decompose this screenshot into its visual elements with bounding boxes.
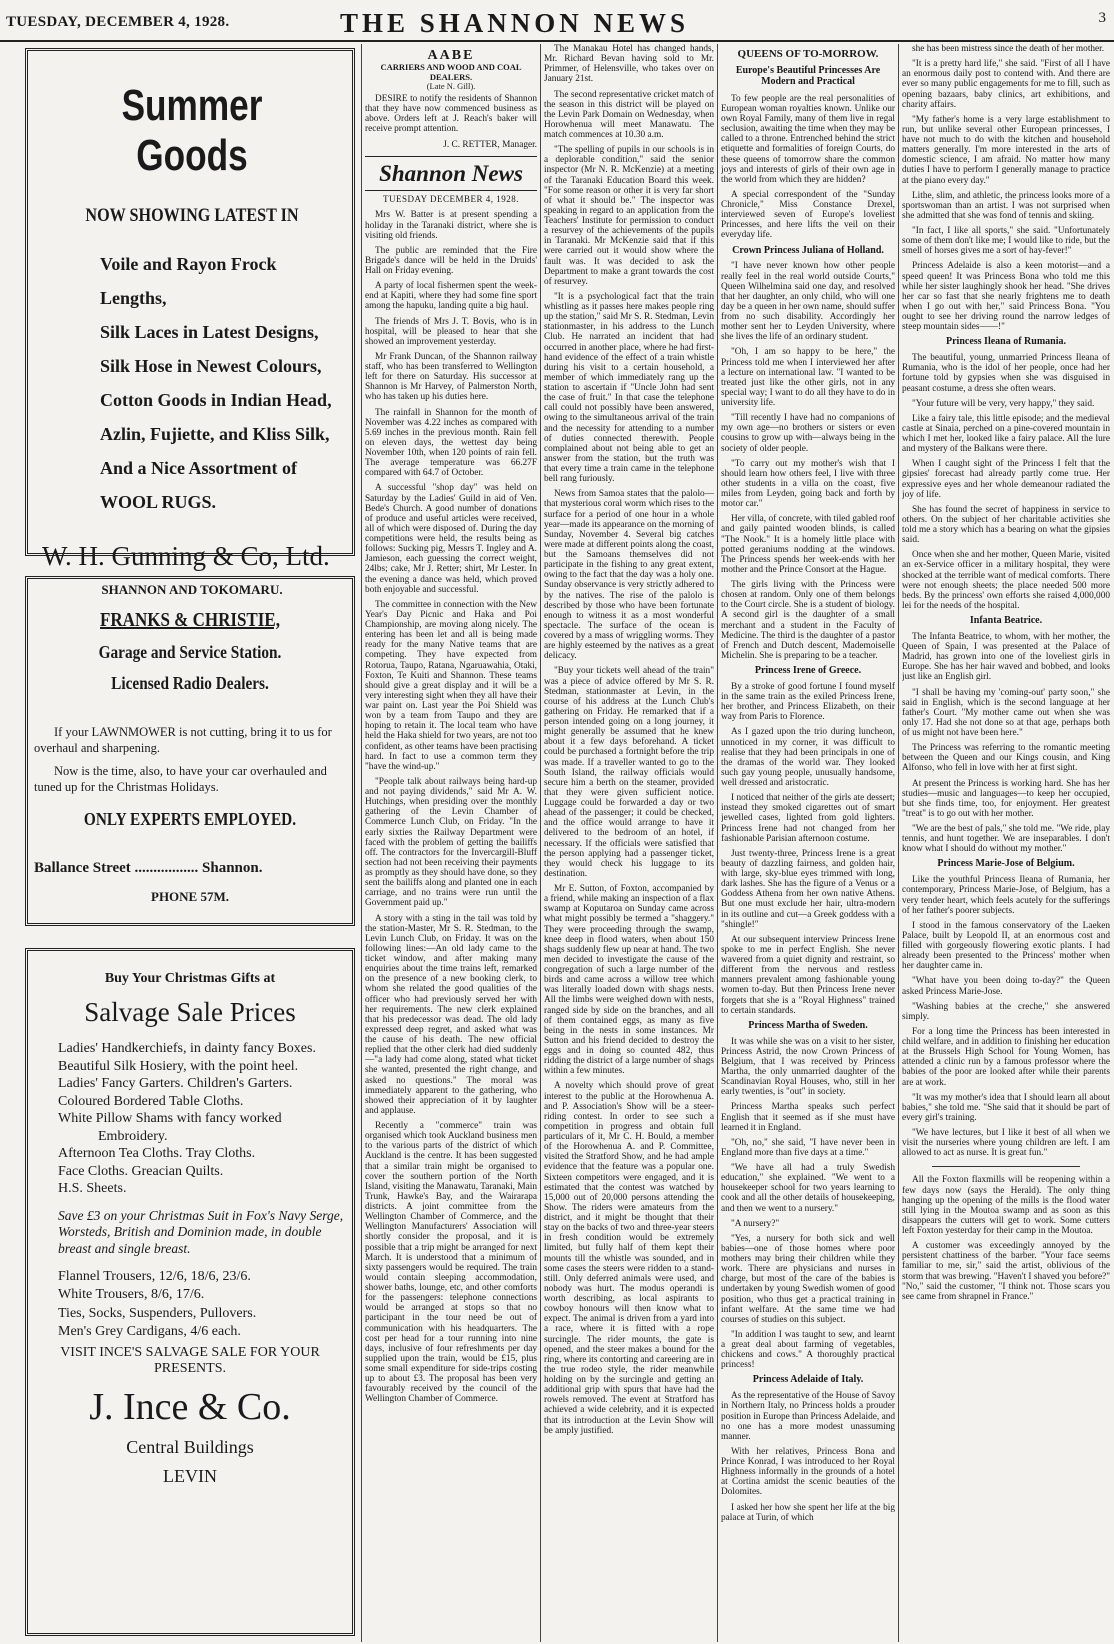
section-heading: Princess Adelaide of Italy.: [752, 1374, 864, 1386]
aabe-late: (Late N. Gill).: [426, 80, 476, 91]
aabe-body: DESIRE to notify the residents of Shannon that they have now commenced business as above. Orders left at J. Reach's baker will receive prompt attention.: [365, 94, 537, 135]
paragraph: News from Samoa states that the palolo—that mysterious coral worm which rises to the surface for a period of one hour in a whole year—made its appearance on the morning of Sunday, November 4. Several big catches were made at different points along the coast, but the Samoans themselves did not participate in the fishing to any great extent, owing to the fact that the day was a holy one. Sunday observance is very strictly adhered to by the natives. The rise of the palolo is described by those who have been fortunate enough to witness it as a most wonderful spectacle. The surface of the ocean is covered by a mass of wriggling worms. They are highly esteemed by the natives as a great delicacy.: [544, 489, 714, 662]
aabe-trade: CARRIERS AND WOOD AND COAL DEALERS.: [380, 62, 522, 82]
col3-paras: [544, 44, 714, 1436]
paragraph: I stood in the famous conservatory of the Laeken Palace, built by Leopold II, at an enormous cost and filled with gorgeously flowering exotic plants. I had already been presented to the Princess' mother when her daughter came in.: [902, 920, 1110, 972]
article-title: QUEENS OF TO-MORROW.: [737, 48, 879, 60]
paragraph: "It is a psychological fact that the train whistling as it passes here makes people ring up the station," said Mr S. R. Stedman, Levin stationmaster, in his address to the Lunch Club. He narrated an incident that had occurred in another place, where he had first-hand evidence of the effect of a train whistle during his visit to a certain household, a member of which immediately rang up the station to ascertain if "Uncle John had sent the case of fruit." In that case the telephone call could not possibly have been answered, owing to the simultaneous arrival of the train and the necessity for attending to a number of duties connected therewith. People complained about not being able to get an answer from the station, but the truth was that every time a train came in the telephone bell rang furiously.: [544, 291, 714, 485]
paragraph: A special correspondent of the "Sunday Chronicle," Miss Constance Drexel, interviewed seven of Europe's loveliest Princesses, and here lifts the veil on their everyday life.: [721, 189, 895, 241]
ad-line: Azlin, Fujiette, and Kliss Silk,: [100, 424, 330, 444]
col2-paras: [365, 210, 537, 1404]
ad-line: Silk Hose in Newest Colours,: [100, 356, 322, 376]
ad-line: And a Nice Assortment of WOOL RUGS.: [100, 458, 297, 512]
paragraph: Mr Frank Duncan, of the Shannon railway staff, who has been transferred to Wellington left for there on Saturday. His successor at Shannon is Mr Harvey, of Palmerston North, who has taken up his duties here.: [365, 351, 537, 403]
ad-ince-items2: [58, 1268, 344, 1341]
paragraph: As I gazed upon the trio during luncheon, unnoticed in my corner, it was difficult to realise that they had been principals in one of the dramas of the world war. They looked such gay young people, unusually handsome, well dressed and aristocratic.: [721, 727, 895, 789]
article-subtitle: Europe's Beautiful Princesses Are Modern and Practical: [735, 64, 881, 87]
paragraph: For a long time the Princess has been interested in child welfare, and in addition to finishing her education at the Brussels High School for Young Women, has attended a clinic run by a famous professor where the babies of the poor are looked after while their parents are at work.: [902, 1026, 1110, 1088]
paragraph: "Oh, no," she said, "I have never been in England more than five days at a time.": [721, 1137, 895, 1158]
aabe-name: AABE: [427, 48, 475, 63]
masthead-date: TUESDAY, DECEMBER 4, 1928.: [6, 14, 230, 30]
masthead: [0, 0, 1114, 42]
paragraph: The Manakau Hotel has changed hands, Mr. Richard Bevan having sold to Mr. Primmer, of Helensville, who takes over on January 21st.: [544, 44, 714, 85]
paragraph: She has found the secret of happiness in service to others. On the subject of her charitable activities she told me a story which has a bearing on what the gipsies said.: [902, 504, 1110, 546]
column-2: [365, 44, 537, 1642]
page-mark: 3: [1098, 10, 1106, 26]
paragraph: The second representative cricket match of the season in this district will be played on the Levin Park Domain on Wednesday, when Horowhenua will meet Manawatu. The match commences at 10.30 a.m.: [544, 89, 714, 140]
paragraph: "We have all had a truly Swedish education," she explained. "We went to a housekeeper school for two years learning to cook and all the other details of housekeeping, and then we went to a nursery.": [721, 1163, 895, 1214]
section-heading: Princess Irene of Greece.: [754, 665, 862, 677]
ad-ince-italic: Save £3 on your Christmas Suit in Fox's Navy Serge, Worsteds, British and Dominion made, in double breast and single breast.: [58, 1207, 344, 1257]
divider: [932, 1166, 1080, 1167]
ad-line: Coloured Bordered Table Cloths.: [58, 1093, 244, 1109]
ad-ince: [25, 948, 355, 1636]
ad-line: Voile and Rayon Frock Lengths,: [100, 254, 277, 308]
ad-ince-firm: J. Ince & Co.: [89, 1386, 291, 1429]
ad-line: Cotton Goods in Indian Head,: [100, 390, 332, 410]
ad-franks-line1: Garage and Service Station.: [98, 642, 282, 662]
ad-line: Men's Grey Cardigans, 4/6 each.: [58, 1323, 241, 1339]
aabe-sign: J. C. RETTER, Manager.: [443, 139, 537, 150]
paragraph: "The spelling of pupils in our schools is in a deplorable condition," said the senior inspector (Mr N. R. McKenzie) at a meeting of the Taranaki Education Board this week. "For some reason or other it is very far short of what it should be." The inspector was speaking in regard to an application from the Teachers' Institute for permission to conduct a resurvey of the achievements of the pupils in Taranaki. Mr McKenzie said that if this were carried out it would show where the fault was. It was decided to ask the Department to make a grant towards the cost of resurvey.: [544, 145, 714, 287]
ad-line: White Pillow Shams with fancy worked Embroidery.: [58, 1111, 282, 1144]
paragraph: "We are the best of pals," she told me. "We ride, play tennis, and hunt together. We are inseparables. I don't know what I should do without my mother.": [902, 824, 1110, 855]
ad-gunning-items: [42, 247, 342, 519]
ad-line: Face Cloths. Greacian Quilts.: [58, 1163, 224, 1179]
paragraph: Once when she and her mother, Queen Marie, visited an ex-Service officer in a military hospital, they were shocked at the terrible want of medical comforts. There were not enough sheets; the place needed 500 more beds. By the princess' own efforts she raised 4,000,000 lei for the needs of the hospital.: [902, 550, 1110, 611]
ad-ince-address1: Central Buildings: [126, 1437, 254, 1458]
ad-line: Ladies' Handkerchiefs, in dainty fancy Boxes.: [58, 1041, 316, 1056]
paragraph: "People talk about railways being hard-up and not paying dividends," said Mr A. W. Hutchings, when presiding over the monthly gathering of the Levin Chamber of Commerce Lunch Club, on Friday. "In the early sixties the Railway Department were faced with the problem of getting the bailiffs off. The contractors for the Invercargill-Bluff section had not been receiving their payments as promptly as they should have done, so they sent the bailiffs along and planted one in each carriage, and no trains were run until the Government paid up.": [365, 776, 537, 909]
column-3: [544, 44, 714, 1642]
ad-gunning-subhead: NOW SHOWING LATEST IN: [85, 205, 299, 226]
paragraph: The rainfall in Shannon for the month of November was 4.22 inches as compared with 5.69 inches in the previous month. Rain fell on eleven days, the wettest day being November 10th, when 120 points of rain fell. The average temperature was 66.27F compared with 64.7 of October.: [365, 407, 537, 479]
paragraph: To few people are the real personalities of European woman royalties known. Unlike our own Royal Family, many of them live in regal seclusion, awaiting the time when they may be called to a throne. Entrenched behind the strict etiquette and formalities of foreign Courts, do these queens of tomorrow share the common joys and interests of girls of their own age in the world from which they are hidden?: [721, 93, 895, 185]
column-4: [721, 44, 895, 1642]
paragraph: A successful "shop day" was held on Saturday by the Ladies' Guild in aid of Ven. Bede's Church. A good number of donations of produce and useful articles were received, all of which were disposed of. During the day competitions were held, the results being as follows: Sucking pig, Messrs T. Ingley and A. Jamieson, each guessing the correct weight, 24lbs; cake, Mr J. Retter; shirt, Mr Lester. In the evening a dance was held, which proved both enjoyable and successful.: [365, 483, 537, 595]
paragraph: Like a fairy tale, this little episode; and the medieval castle at Sinaia, perched on a pine-covered mountain in which I met her, looked like a fairy palace. All the lure and mystery of the Balkans were there.: [902, 413, 1110, 455]
section-heading: Princess Martha of Sweden.: [748, 1019, 868, 1031]
ad-franks-phone: PHONE 57M.: [151, 889, 229, 904]
ad-franks-line2: Licensed Radio Dealers.: [111, 673, 269, 693]
ad-franks-body2: Now is the time, also, to have your car overhauled and tuned up for the Christmas Holidays.: [34, 763, 327, 794]
paragraph: "Till recently I have had no companions of my own age—no brothers or sisters or even cousins to grow up with—always being in the society of older people.: [721, 413, 895, 454]
column-5: [902, 44, 1110, 1642]
ad-franks-experts: ONLY EXPERTS EMPLOYED.: [83, 809, 297, 829]
paragraph: "Oh, I am so happy to be here," the Princess told me when I interviewed her after a lecture on international law. "I wanted to be treated just like the other girls, not in any special way; I want to do all they have to do in university life.: [721, 347, 895, 409]
paragraph: A party of local fishermen spent the week-end at Kapiti, where they had some fine sport among the hapuku, landing quite a big haul.: [365, 281, 537, 312]
paragraph: "A nursery?": [731, 1218, 780, 1229]
paragraph: "Your future will be very, very happy," they said.: [912, 398, 1095, 409]
column-rule: [898, 44, 899, 1642]
paragraph: "Buy your tickets well ahead of the train" was a piece of advice offered by Mr S. R. Stedman, stationmaster at Levin, in the course of his address at the Lunch Club's gathering on Friday. He remarked that if a person intended going on a long journey, it might generally be assumed that he knew about it a few days beforehand. A ticket could be purchased a fortnight before the trip was made. If a traveller wanted to go to the South Island, the railway officials would secure him a berth on the steamer, provided that they were given sufficient notice. Luggage could be forwarded a day or two ahead of the passenger; it could be checked, and the office would arrange to have it delivered to the bedroom of an hotel, if necessary. If the officials were satisfied that the person applying had a passenger ticket, they would check his luggage to its destination.: [544, 666, 714, 879]
paragraph: Like the youthful Princess Ileana of Rumania, her contemporary, Princess Marie-Jose, of Belgium, has a very tender heart, which feels acutely for the sufferings of her father's poorer subjects.: [902, 875, 1110, 916]
paragraph: By a stroke of good fortune I found myself in the same train as the exiled Princess Irene, her brother, and Princess Elizabeth, on their way from Paris to Florence.: [721, 681, 895, 723]
column-rule: [361, 44, 362, 1642]
ad-line: Flannel Trousers, 12/6, 18/6, 23/6.: [58, 1269, 251, 1285]
section-heading: Princess Ileana of Rumania.: [946, 336, 1066, 348]
ad-line: Ties, Socks, Suspenders, Pullovers.: [58, 1305, 257, 1321]
ad-franks-street: Ballance Street ................. Shannon.: [34, 860, 263, 876]
paragraph: "My father's home is a very large establishment to run, but unlike several other European princesses, I have not much to do with the kitchen and household matters generally. I'm more interested in the arts of domestic science, I am afraid. No matter how many duties I have to perform I generally manage to practice at the piano every day.": [902, 114, 1110, 186]
ad-ince-address2: LEVIN: [163, 1466, 217, 1487]
ad-ince-visit: VISIT INCE'S SALVAGE SALE FOR YOUR PRESENTS.: [60, 1344, 320, 1376]
paragraph: At present the Princess is working hard. She has her studies—music and languages—to keep her occupied, but she finds time, too, for enjoyment. Her greatest "treat" is to go out with her mother.: [902, 778, 1110, 819]
paragraph: When I caught sight of the Princess I felt that the gipsies' forecast had already partly come true. Her expressive eyes and her whole demeanour radiated the joy of life.: [902, 459, 1110, 500]
ad-franks-body1: If your LAWNMOWER is not cutting, bring it to us for overhaul and sharpening.: [34, 725, 332, 756]
paragraph: Her villa, of concrete, with tiled gabled roof and gaily painted wooden blinds, is called "The Nook." It is a homely little place with potted geraniums nodding at the windows. The Princess spends her week-ends with her mother and the Prince Consort at the Hague.: [721, 514, 895, 575]
dateline: TUESDAY DECEMBER 4, 1928.: [382, 193, 520, 204]
ad-gunning-location: SHANNON AND TOKOMARU.: [101, 582, 283, 597]
paragraph: "In addition I was taught to sew, and learnt a great deal about farming of vegetables, chickens and cows." A thoroughly practical princess!: [721, 1329, 895, 1371]
paragraph: It was while she was on a visit to her sister, Princess Astrid, the now Crown Princess of Belgium, that I was received by Princess Martha, the only unmarried daughter of the Scandinavian Royal Houses, who, still in her early twenties, is "out" in society.: [721, 1036, 895, 1098]
paragraph: The friends of Mrs J. T. Bovis, who is in hospital, will be pleased to hear that she showed an improvement yesterday.: [365, 316, 537, 347]
paragraph: Lithe, slim, and athletic, the princess looks more of a sportswoman than an artist. I was not surprised when she admitted that she was fond of tennis and skiing.: [902, 190, 1110, 221]
paragraph: A story with a sting in the tail was told by the station-Master, Mr S. R. Stedman, to the Levin Lunch Club, on Friday. It was on the following lines:—An old lady came to the ticket window, and after making many enquiries about the time trains left, remarked on the presence of a new booking clerk, to whom she related the good qualities of the officer who had previously served her with her requirements. The new clerk explained that his predecessor was dead. The old lady expressed deep regret, and asked what was the cause of his death. The new official replied that the other clerk had died suddenly—"a lady had come along, stated what ticket she wanted, presented the right change, and asked no questions." The moral was immediately apparent to the gathering, who showed their appreciation of it by laughter and applause.: [365, 913, 537, 1116]
paragraph: As the representative of the House of Savoy in Northern Italy, no Princess holds a prouder position in Europe than Princess Adelaide, and no one has a more modest unassuming manner.: [721, 1391, 895, 1442]
paragraph: At our subsequent interview Princess Irene spoke to me in perfect English. She never wavered from a quiet dignity and restraint, so different from the nervous and restless manners prevalent among fashionable young women to-day. But then Princess Irene never forgets that she is a "Royal Highness" trained to certain standards.: [721, 934, 895, 1016]
paragraph: The public are reminded that the Fire Brigade's dance will be held in the Druids' Hall on Friday evening.: [365, 245, 537, 277]
section-heading: Princess Marie-Jose of Belgium.: [937, 858, 1075, 870]
col4-body: [721, 94, 895, 1523]
ad-gunning-firm: W. H. Gunning & Co, Ltd.: [42, 541, 330, 571]
col5-body: [902, 44, 1110, 1302]
paragraph: A customer was exceedingly annoyed by the persistent chattiness of the barber. "Your face seems familiar to me, sir," said the artist, oblivious of the storm that was brewing. "Haven't I shaved you before?" "No," said the customer, "I think not. Those scars you see came from shrapnel in France.": [902, 1241, 1110, 1302]
ad-line: White Trousers, 8/6, 17/6.: [58, 1287, 205, 1303]
ad-line: Ladies' Fancy Garters. Children's Garters.: [58, 1076, 293, 1091]
paragraph: The girls living with the Princess were chosen at random. Only one of them belongs to the Court circle. She is a student of biology. A second girl is the daughter of a small merchant and a student in the Faculty of Medicine. The third is the daughter of a pastor of French and Dutch descent, Mademoiselle Michelin. She is preparing to be a teacher.: [721, 580, 895, 661]
paragraph: she has been mistress since the death of her mother.: [912, 44, 1105, 54]
column-rule: [540, 44, 541, 1642]
paragraph: "Yes, a nursery for both sick and well babies—one of those homes where poor mothers may bring their children while they work. There are physicians and nurses in charge, but most of the care of the babies is undertaken by young Swedish women of good position, who thus get a practical training in infant welfare. At the same time we had courses of studies on this subject.: [721, 1233, 895, 1325]
paragraph: "It is a pretty hard life," she said. "First of all I have an enormous daily post to contend with. And there are ever so many public engagements for me to fill, such as opening bazaars, baby clinics, art exhibitions, and charity affairs.: [902, 59, 1110, 110]
section-heading: Infanta Beatrice.: [969, 615, 1043, 627]
paragraph: "In fact, I like all sports," she said. "Unfortunately some of them don't like me; I would like to ride, but the smell of horses gives me a sort of hay-fever!": [902, 226, 1110, 257]
paragraph: Mr E. Sutton, of Foxton, accompanied by a friend, while making an inspection of a flax swamp at Koputaroa on Sunday came across what might possibly be termed a "shaggery." They were proceeding through the swamp, knee deep in flood waters, when about 150 shags suddenly flew up near at hand. The two men decided to investigate the cause of the congregation of such a large number of the birds and came across a willow tree which was literally loaded down with shags nests. All the limbs were weighed down with nests, ranged side by side on the branches, and all of them contained eggs, as many as five being in the nests in some instances. Mr Sutton and his friend decided to destroy the eggs and in doing so counted 482, thus ridding the district of a large number of shags within a few minutes.: [544, 884, 714, 1077]
paragraph: Recently a "commerce" train was organised which took Auckland business men to the various parts of the district of which Auckland is the centre. It has been suggested that a similar train might be organised to cover the southern portion of the North Island, visiting the Manawatu, Taranaki, Main Trunk, Hawke's Bay, and the Wairarapa districts. A joint committee from the Wellington Chamber of Commerce, and the Wellington Manufacturers' Association will shortly consider the proposal, and it is possible that a trip might be arranged for next March. It is understood that a minimum of sixty passengers would be required. The train would contain sleeping accommodation, shower baths, lounge, etc, and other comforts for the passengers: telephone connections would be arranged at stops so that no participant in the tour need be out of communication with his headquarters. The cost per head for a tour running into nine days, inclusive of four refreshments per day supplied upon the train, would be £15, plus some small expenditure for side-trips costing up to about £3. The proposal has been very favourably received by the council of the Wellington Chamber of Commerce.: [365, 1121, 537, 1405]
newspaper-title: THE SHANNON NEWS: [340, 8, 690, 38]
ad-ince-headline: Salvage Sale Prices: [84, 997, 296, 1027]
paragraph: I noticed that neither of the girls ate dessert; instead they smoked cigarettes out of smart jewelled cases, lighted from gold lighters. Princess Irene had not changed from her fashionable Parisian afternoon costume.: [721, 793, 895, 844]
paragraph: Princess Martha speaks such perfect English that it seemed as if she must have learned it in England.: [721, 1102, 895, 1133]
ad-line: Silk Laces in Latest Designs,: [100, 322, 319, 342]
paragraph: The Princess was referring to the romantic meeting between the Queen and our Kings cousin, and King Alfonso, who fell in love with her at first sight.: [902, 743, 1110, 774]
flag-box: [365, 156, 537, 191]
paragraph: Just twenty-three, Princess Irene is a great beauty of dazzling fairness, and golden hair, with large, sky-blue eyes trimmed with long, dark lashes. She has the figure of a Venus or a Goddess Athena from her own native Athens. But one must exclude her hair, ultra-modern in its outline and cut—a Greek goddess with a "shingle!": [721, 848, 895, 930]
ad-line: H.S. Sheets.: [58, 1181, 127, 1196]
paragraph: Mrs W. Batter is at present spending a holiday in the Taranaki district, where she is visiting old friends.: [365, 210, 537, 241]
ad-gunning: [25, 48, 355, 597]
ad-gunning-headline: Summer Goods: [121, 81, 263, 180]
column-rule: [717, 44, 718, 1642]
paragraph: "What have you been doing to-day?" the Queen asked Princess Marie-Jose.: [902, 976, 1110, 997]
paragraph: The Infanta Beatrice, to whom, with her mother, the Queen of Spain, I was presented at the Palace of Madrid, has grown into one of the loveliest girls in Europe. She has her hair waved and bobbed, and looks just like an English girl.: [902, 631, 1110, 683]
ad-ince-items: [58, 1040, 344, 1198]
ad-line: Beautiful Silk Hosiery, with the point heel.: [58, 1058, 299, 1074]
paragraph: A novelty which should prove of great interest to the public at the Horowhenua A. and P. Association's Show will be a steer-riding contest. In order to see such a competition in progress and obtain full particulars of it, Mr C. H. Bould, a member of the Horowhenua A. and P. Committee, visited the Stratford Show, and he had ample evidence that the feature was a popular one. Sixteen competitors were engaged, and it is estimated that the contest was watched by 15,000 out of 20,000 persons attending the Show. The riders were amateurs from the district, and it might be thought that their stay on the backs of two and three-year steers in fresh condition would be extremely limited, but fully half of them kept their mounts till the whistle was sounded, and in some cases the steers were ridden to a stand-still. Only deferred animals were used, and nobody was hurt. The modus operandi is worth describing, as local aspirants to cowboy honours will then know what to expect. The animal is driven from a yard into a race, where it is fitted with a rope surcingle. The rider mounts, the gate is opened, and the steer makes a bound for the ring, where its contorting and careering are in the true rodeo style, the rider meanwhile holding on by the surcingle and getting an additional grip with spurs that have had the rowels removed. The event at Stratford has achieved a wide celebrity, and it is expected that its introduction at the Levin Show will be amply justified.: [544, 1081, 714, 1436]
paragraph: "Washing babies at the creche," she answered simply.: [902, 1001, 1110, 1022]
ad-franks-firm: FRANKS & CHRISTIE,: [100, 609, 280, 631]
paragraph: The committee in connection with the New Year's Day Picnic and Haka and Poi Championship, are moving along nicely. The entering has been let and all is being made ready for the many Native teams that are competing. They have expected from Rotorua, Taupo, Ratana, Ngaruawahia, Otaki, Foxton, Te Kuiti and Shannon. These teams should give a great display and it will be a very interesting sight when they all have their war paint on. Last year the Poi Shield was won by a team from Taupo and they are hoping to retain it. The local team who have held the Haka shield for two years, are not too confident, as other teams have been practising hard. In fact to use a common term they "have the wind-up.": [365, 599, 537, 772]
paragraph: "We have lectures, but I like it best of all when we visit the nurseries where young children are left. I am allowed to act as nurse. It is great fun.": [902, 1128, 1110, 1159]
paragraph: All the Foxton flaxmills will be reopening within a few days now (says the Herald). The only thing hanging up the opening of the mills is the flood water still lying in the Moutoa swamp and as soon as this disappears the cutters will get to work. Some cutters left Foxton yesterday for their camp in the Moutoa.: [902, 1175, 1110, 1237]
paragraph: The beautiful, young, unmarried Princess Ileana of Rumania, who is the idol of her people, once had her fortune told by gypsies when she was disguised in peasant costume, a dress she often wears.: [902, 353, 1110, 394]
paragraph: With her relatives, Princess Bona and Prince Konrad, I was introduced to her Royal Highness informally in the grounds of a hotel at Cortina amidst the scenic beauties of the Dolomites.: [721, 1446, 895, 1498]
ad-line: Afternoon Tea Cloths. Tray Cloths.: [58, 1146, 256, 1161]
paragraph: "To carry out my mother's wish that I should learn how others feel, I live with three other students in a villa on the coast, five miles from Leyden, going back and forth by motor car.": [721, 458, 895, 510]
ad-franks-christie: [25, 576, 355, 926]
paragraph: I asked her how she spent her life at the big palace at Turin, of which: [721, 1502, 895, 1523]
ad-ince-top: Buy Your Christmas Gifts at: [104, 971, 276, 986]
paragraph: "I shall be having my 'coming-out' party soon," she said in English, which is the second language at her father's Court. "My mother came out when she was only 17. Had she not done so at that age, perhaps both of us might not have been here.": [902, 687, 1110, 739]
section-heading: Crown Princess Juliana of Holland.: [732, 244, 884, 256]
paragraph: "It was my mother's idea that I should learn all about babies," she told me. "She said that it should be part of every girl's training.: [902, 1092, 1110, 1123]
paragraph: Princess Adelaide is also a keen motorist—and a speed queen! It was Princess Bona who told me this while her sister laughingly shook her head. "She drives her car so fast that she nearly frightens me to death when I go out with her," said Princess Bona. "You ought to see her driving round the narrow ledges of steep mountain sides——!": [902, 261, 1110, 333]
paragraph: "I have never known how other people really feel in the real world outside Courts," Queen Wilhelmina said one day, and resolved that her daughter, an only child, who will one day be a queen in her own name, should suffer from no such disability. Accordingly her mother sent her to Leyden University, where she lives the life of an ordinary student.: [721, 261, 895, 343]
shannon-news-flag: Shannon News: [379, 160, 523, 186]
